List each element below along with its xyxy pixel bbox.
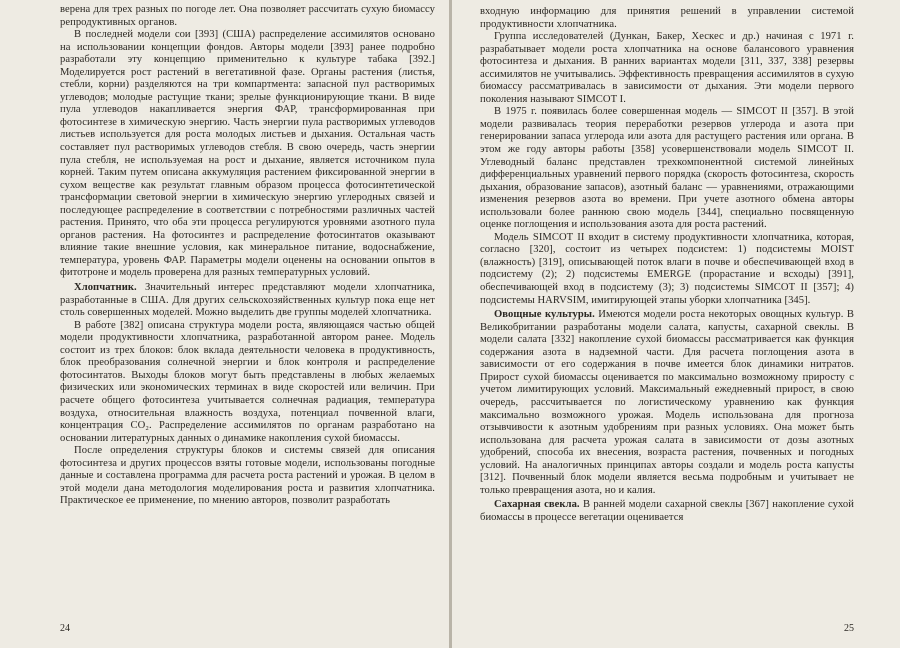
paragraph: входную информацию для принятия решений в управлении системой продуктивности хлопчатника. <box>480 6 854 30</box>
section-run-in-heading: Сахарная свекла. <box>494 499 580 511</box>
paragraph-cotton: Хлопчатник. Значительный интерес представляют модели хлопчатника, разработанные в США. Для других сельскохозяйственных культур пока еще нет столь совершенных моделей. Можно выделить две группы моделей хлопчатника. <box>60 282 435 319</box>
paragraph: В 1975 г. появилась более совершенная модель — SIMCOT II [357]. В этой модели развивалась теория переработки резервов углерода и азота при генерировании запаса углерода или азота для растущего растения или органа. В этом же году авторы работы [358] усовершенствовали модель SIMCOT II. Углеводный баланс представлен трехкомпонентной системой линейных дифференциальных уравнений первого порядка (скорость фотосинтеза, скорость дыхания, образование запасов), азотный баланс — уравнениями, отражающими изменения резервов азота во времени. При учете азотного обмена авторы использовали более раннюю свою модель [344], специально посвященную оценке поглощения и использования азота для роста растений. <box>480 106 854 231</box>
paragraph-sugar-beet: Сахарная свекла. В ранней модели сахарной свеклы [367] накопление сухой биомассы в процессе вегетации оценивается <box>480 499 854 523</box>
right-page <box>452 0 900 648</box>
right-page-text <box>480 6 854 524</box>
left-page-text <box>60 4 435 508</box>
paragraph: верена для трех разных по погоде лет. Она позволяет рассчитать сухую биомассу репродуктивных органов. <box>60 4 435 28</box>
paragraph: После определения структуры блоков и системы связей для описания фотосинтеза и других процессов взяты готовые модели, использованы погодные данные и составлена программа для расчета роста растений и урожая. В целом в этой модели дана методология моделирования роста и развития хлопчатника. Практическое ее применение, по мнению авторов, позволит разработать <box>60 445 435 507</box>
paragraph-vegetables: Овощные культуры. Имеются модели роста некоторых овощных культур. В Великобритании разработаны модели салата, капусты, сахарной свеклы. В модели салата [332] накопление сухой биомассы рассматривается как функция содержания азота в надземной части. Для расчета поглощения азота в зависимости от его содержания в почве имеется блок динамики нитратов. Прирост сухой биомассы оценивается по максимально возможному приросту с учетом лимитирующих условий. Максимальный ежедневный прирост, в свою очередь, рассчитывается по логистическому уравнению как функция максимально возможного урожая. Модель использована для прогноза отзывчивости к азотным удобрениям при разных условиях. Она может быть использована для расчета урожая салата в зависимости от дозы азотных удобрений, способа их внесения, возраста растения, почвенных и погодных условий. На аналогичных принципах авторы создали и модель роста капусты [312]. Почвенный блок модели является весьма подробным и учитывает не только превращения азота, но и калия. <box>480 309 854 496</box>
section-run-in-heading: Хлопчатник. <box>74 282 137 294</box>
left-page <box>0 0 449 648</box>
page-number: 24 <box>60 623 70 634</box>
paragraph: Группа исследователей (Дункан, Бакер, Хескес и др.) начиная с 1971 г. разрабатывает модели роста хлопчатника на основе балансового уравнения фотосинтеза и дыхания. В ранних вариантах модели [311, 337, 338] резервы ассимилятов не учитывались. Эффективность превращения ассимилятов в сухую биомассу рассматривалась в зависимости от дыхания. Эти модели первого поколения называют SIMCOT I. <box>480 31 854 105</box>
paragraph: Модель SIMCOT II входит в систему продуктивности хлопчатника, которая, согласно [320], состоит из четырех подсистем: 1) подсистемы MOIST (влажность) [319], описывающей поток влаги в почве и обеспечивающей вход в подсистему (2); 2) подсистемы EMERGE (прорастание и всходы) [391], обеспечивающей вход в подсистему (3); 3) подсистемы SIMCOT II [357]; 4) подсистемы HARVSIM, имитирующей этапы уборки хлопчатника [345]. <box>480 231 854 306</box>
paragraph: В последней модели сои [393] (США) распределение ассимилятов основано на использовании концепции фондов. Авторы модели [393] ранее подробно разработали эту концепцию применительно к культуре табака [392.] Моделируется рост растений в вегетативной фазе. Органы растения (листья, стебли, корни) разделяются на три компартмента: запасной пул растворимых углеводов; молодые растущие ткани; зрелые функционирующие ткани. В виде пула углеводов накапливается энергия ФАР, трансформированная при фотосинтезе в химическую энергию. Часть энергии пула растворимых углеводов листьев используется для роста молодых листьев и дыхания. Остальная часть составляет пул растворимых углеводов стебля. В свою очередь, часть энергии пула стебля, не используемая на рост и дыхание, является источником пула корней. Таким путем описана аккумуляция растением фиксированной энергии в сухом веществе как результат главным образом процесса фотосинтетической трансформации световой энергии в химическую энергию углеродных связей и последующее распределение в соответствии с потребностями различных частей растения. Принято, что оба эти процесса регулируются уровнями азотного пула органов растения. На фотосинтез и распределение фотосинтатов оказывают влияние такие внешние условия, как минеральное питание, водоснабжение, температура, уровень ФАР. Параметры модели оценены на основании опытов в фитотроне и модель проверена для разных температурных условий. <box>60 29 435 279</box>
section-run-in-heading: Овощные культуры. <box>494 309 595 321</box>
page-number: 25 <box>844 623 854 634</box>
paragraph: В работе [382] описана структура модели роста, являющаяся частью общей модели продуктивности хлопчатника, разработанной автором ранее. Модель состоит из трех блоков: блок вклада деятельности человека в продуктивность, блок преобразования солнечной энергии и блок контроля и распределение фотосинтатов. Выходы блоков могут быть представлены в любых желаемых физических или экономических терминах в виде скоростей или величин. При расчете общего фотосинтеза учитывается солнечная радиация, температура воздуха, относительная влажность воздуха, потенциал почвенной влаги, концентрация CO₂. Распределение ассимилятов по органам разработано на основании литературных данных о динамике накопления сухой биомассы. <box>60 319 435 444</box>
